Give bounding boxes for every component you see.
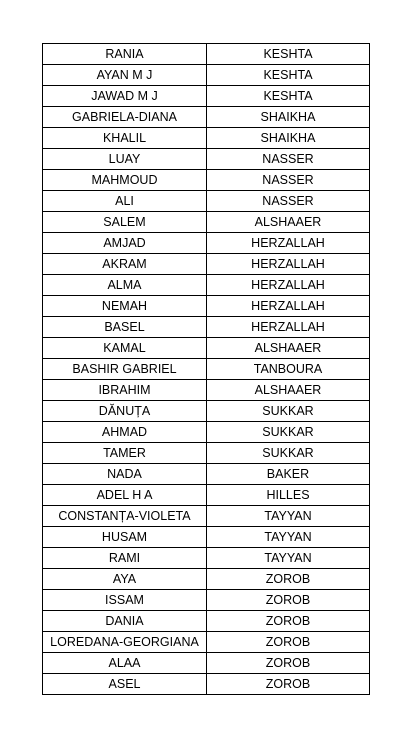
table-row [43, 401, 370, 422]
given-name-cell: AKRAM [43, 254, 207, 275]
table-row [43, 254, 370, 275]
table-row [43, 569, 370, 590]
family-name-cell: TAYYAN [207, 548, 370, 569]
family-name-cell: KESHTA [207, 65, 370, 86]
given-name-cell: LOREDANA-GEORGIANA [43, 632, 207, 653]
given-name-cell: AYA [43, 569, 207, 590]
given-name-cell: JAWAD M J [43, 86, 207, 107]
table-row [43, 317, 370, 338]
given-name-cell: ALI [43, 191, 207, 212]
table-row [43, 380, 370, 401]
family-name-cell: HERZALLAH [207, 296, 370, 317]
family-name-cell: HERZALLAH [207, 254, 370, 275]
family-name-cell: TAYYAN [207, 527, 370, 548]
family-name-cell: ZOROB [207, 632, 370, 653]
given-name-cell: KHALIL [43, 128, 207, 149]
family-name-cell: ZOROB [207, 674, 370, 695]
table-row [43, 338, 370, 359]
table-row [43, 44, 370, 65]
names-table [42, 43, 370, 695]
family-name-cell: ZOROB [207, 569, 370, 590]
family-name-cell: BAKER [207, 464, 370, 485]
given-name-cell: RAMI [43, 548, 207, 569]
given-name-cell: BASHIR GABRIEL [43, 359, 207, 380]
table-row [43, 590, 370, 611]
family-name-cell: SHAIKHA [207, 107, 370, 128]
family-name-cell: ZOROB [207, 590, 370, 611]
family-name-cell: TAYYAN [207, 506, 370, 527]
family-name-cell: ALSHAAER [207, 212, 370, 233]
family-name-cell: NASSER [207, 170, 370, 191]
given-name-cell: ALMA [43, 275, 207, 296]
table-row [43, 191, 370, 212]
given-name-cell: ISSAM [43, 590, 207, 611]
given-name-cell: CONSTANȚA-VIOLETA [43, 506, 207, 527]
family-name-cell: NASSER [207, 191, 370, 212]
table-row [43, 443, 370, 464]
family-name-cell: HILLES [207, 485, 370, 506]
given-name-cell: LUAY [43, 149, 207, 170]
given-name-cell: MAHMOUD [43, 170, 207, 191]
family-name-cell: SUKKAR [207, 422, 370, 443]
table-row [43, 422, 370, 443]
given-name-cell: TAMER [43, 443, 207, 464]
table-row [43, 548, 370, 569]
given-name-cell: HUSAM [43, 527, 207, 548]
given-name-cell: AHMAD [43, 422, 207, 443]
table-row [43, 506, 370, 527]
table-row [43, 485, 370, 506]
given-name-cell: ASEL [43, 674, 207, 695]
given-name-cell: NEMAH [43, 296, 207, 317]
family-name-cell: TANBOURA [207, 359, 370, 380]
given-name-cell: ADEL H A [43, 485, 207, 506]
table-row [43, 359, 370, 380]
table-row [43, 674, 370, 695]
table-row [43, 275, 370, 296]
family-name-cell: HERZALLAH [207, 233, 370, 254]
table-row [43, 170, 370, 191]
given-name-cell: DANIA [43, 611, 207, 632]
family-name-cell: ALSHAAER [207, 380, 370, 401]
family-name-cell: SUKKAR [207, 443, 370, 464]
given-name-cell: NADA [43, 464, 207, 485]
family-name-cell: HERZALLAH [207, 275, 370, 296]
family-name-cell: ZOROB [207, 653, 370, 674]
table-row [43, 653, 370, 674]
given-name-cell: DĂNUȚA [43, 401, 207, 422]
table-row [43, 611, 370, 632]
table-row [43, 464, 370, 485]
table-row [43, 632, 370, 653]
family-name-cell: SUKKAR [207, 401, 370, 422]
table-row [43, 233, 370, 254]
given-name-cell: KAMAL [43, 338, 207, 359]
given-name-cell: AYAN M J [43, 65, 207, 86]
given-name-cell: RANIA [43, 44, 207, 65]
table-row [43, 86, 370, 107]
given-name-cell: AMJAD [43, 233, 207, 254]
table-row [43, 212, 370, 233]
table-row [43, 296, 370, 317]
given-name-cell: SALEM [43, 212, 207, 233]
family-name-cell: HERZALLAH [207, 317, 370, 338]
given-name-cell: GABRIELA-DIANA [43, 107, 207, 128]
given-name-cell: BASEL [43, 317, 207, 338]
family-name-cell: KESHTA [207, 86, 370, 107]
table-row [43, 527, 370, 548]
family-name-cell: ALSHAAER [207, 338, 370, 359]
family-name-cell: NASSER [207, 149, 370, 170]
family-name-cell: KESHTA [207, 44, 370, 65]
table-row [43, 149, 370, 170]
family-name-cell: SHAIKHA [207, 128, 370, 149]
table-row [43, 128, 370, 149]
table-row [43, 107, 370, 128]
names-table-body [43, 44, 370, 695]
given-name-cell: IBRAHIM [43, 380, 207, 401]
table-row [43, 65, 370, 86]
family-name-cell: ZOROB [207, 611, 370, 632]
given-name-cell: ALAA [43, 653, 207, 674]
